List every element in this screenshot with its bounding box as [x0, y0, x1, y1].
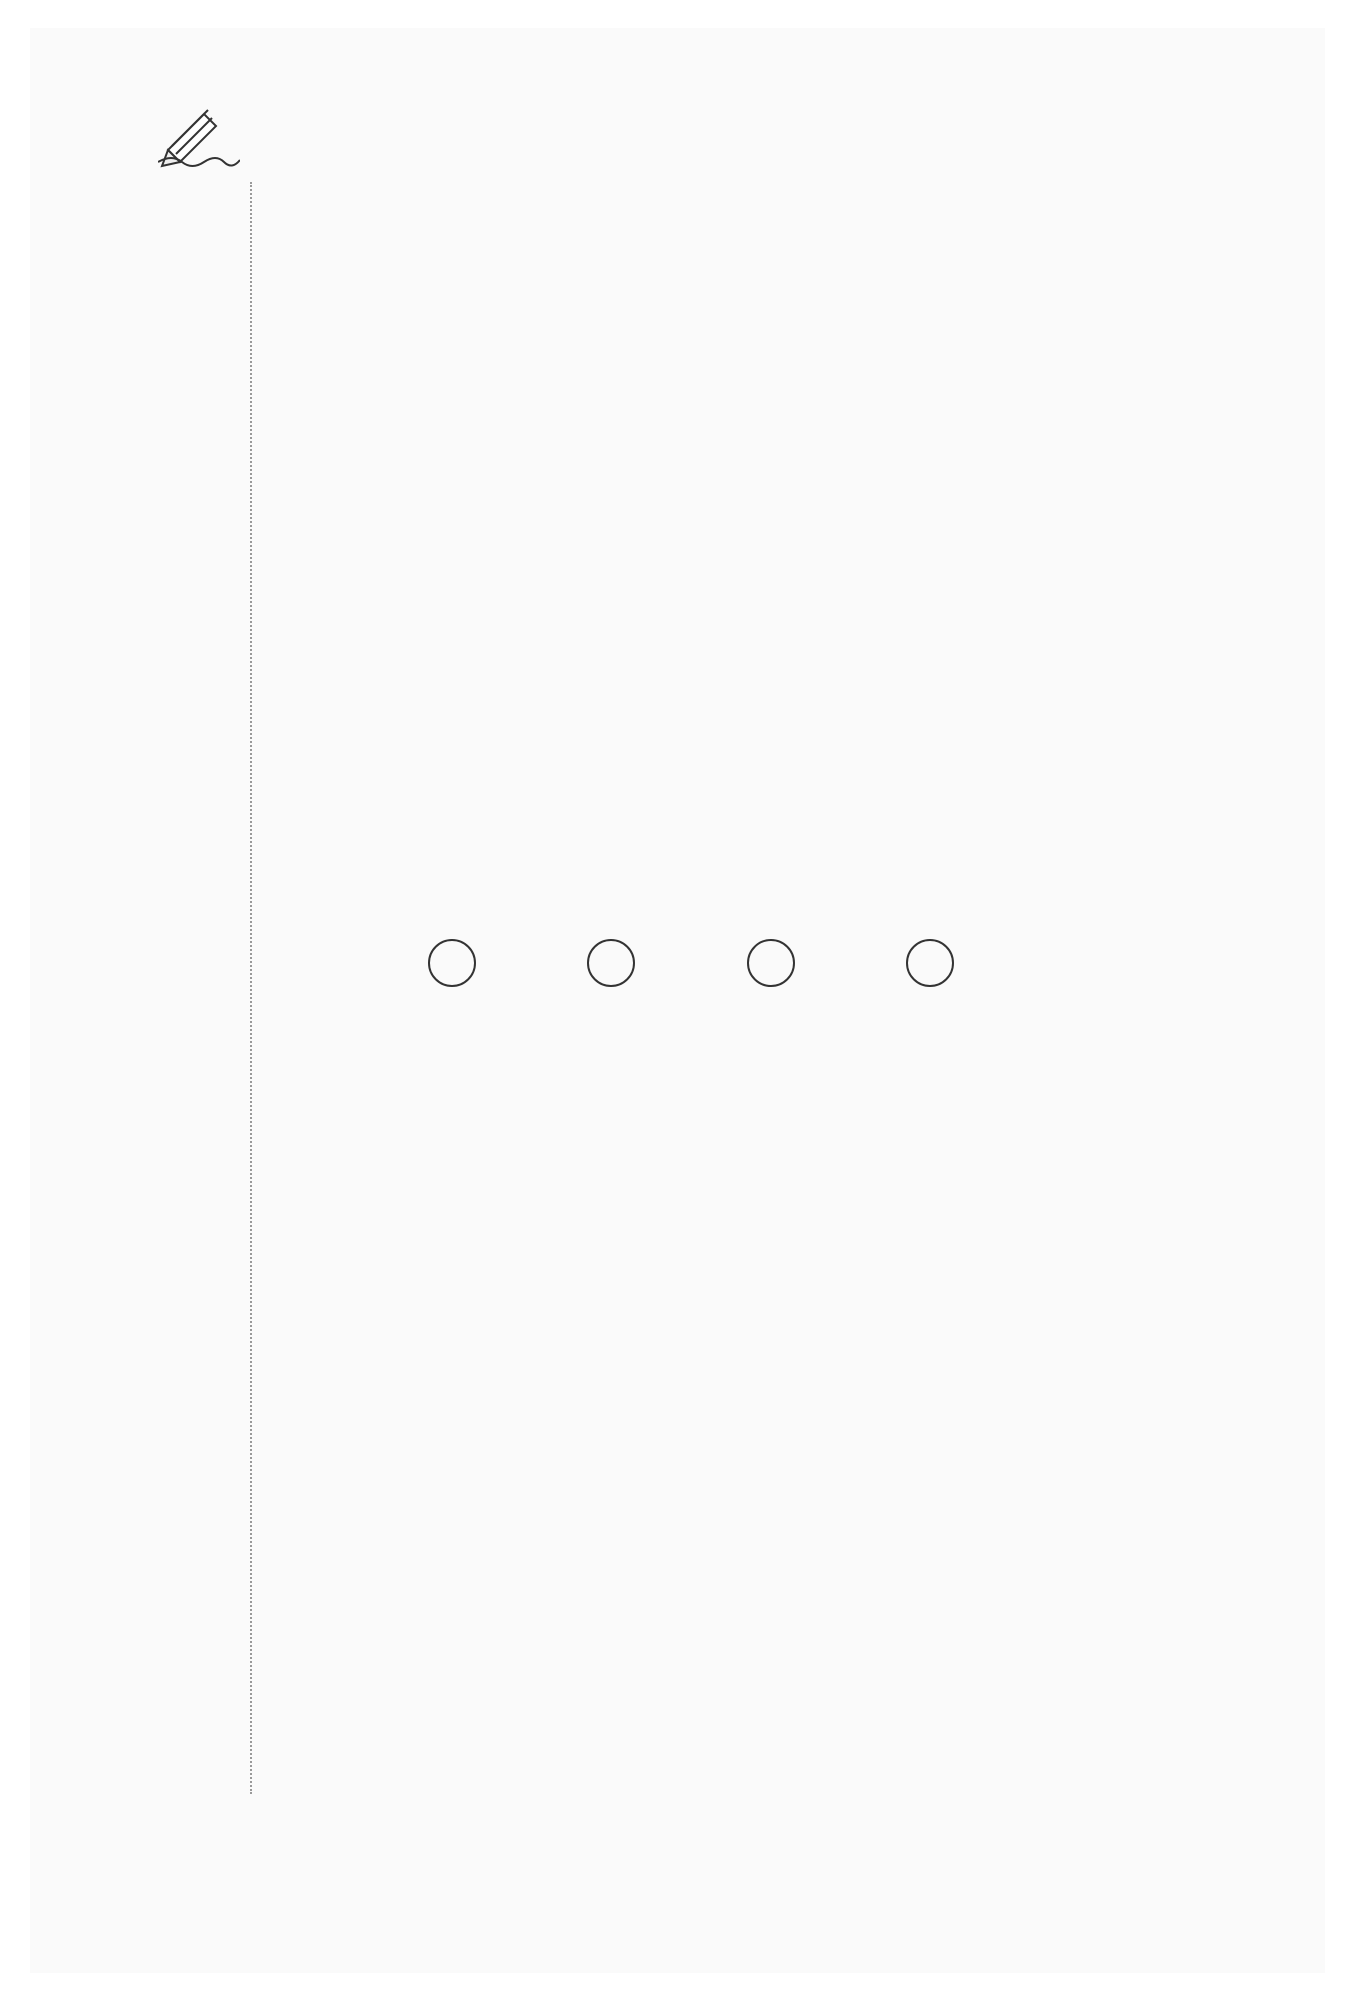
- choice-item: [587, 932, 653, 986]
- choice-number: [747, 939, 795, 987]
- correction-column-divider: [250, 182, 252, 1794]
- choice-number: [428, 939, 476, 987]
- choice-item: [428, 932, 494, 986]
- pencil-icon: [158, 108, 240, 168]
- choice-item: [906, 932, 972, 986]
- choice-number: [906, 939, 954, 987]
- worksheet-page: [30, 28, 1325, 1973]
- choice-number: [587, 939, 635, 987]
- choice-list: [428, 932, 972, 987]
- choice-item: [747, 932, 813, 986]
